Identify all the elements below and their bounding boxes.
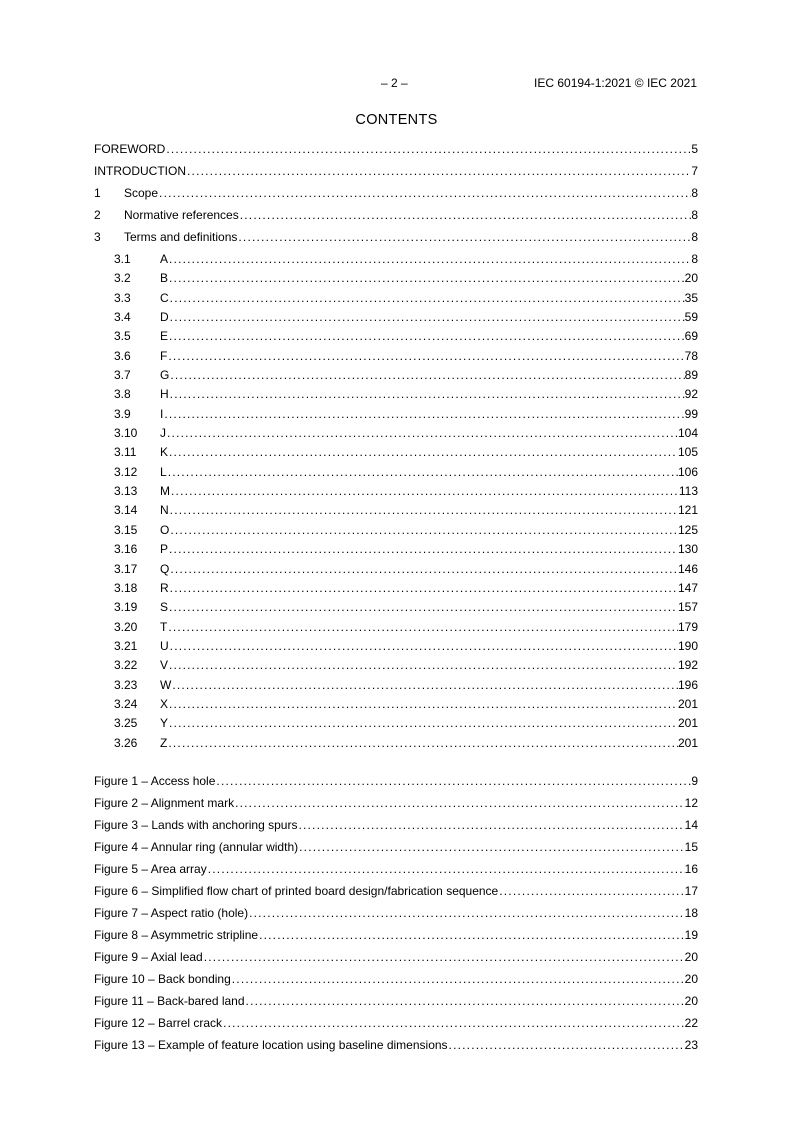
entry-label: Figure 2 – Alignment mark (94, 796, 235, 810)
dot-leader (168, 716, 678, 730)
subsection-entry[interactable] (94, 252, 698, 271)
entry-page-number: 105 (677, 445, 698, 460)
dot-leader (165, 142, 691, 156)
entry-page-number: 106 (677, 464, 698, 479)
dot-leader (169, 581, 678, 595)
table-of-contents (94, 142, 698, 755)
subsection-entry[interactable] (94, 620, 698, 639)
entry-page-number: 201 (677, 716, 698, 731)
dot-leader (169, 387, 685, 401)
entry-label: Figure 6 – Simplified flow chart of printed board design/fabrication sequence (94, 884, 499, 898)
dot-leader (168, 542, 678, 556)
entry-page-number: 59 (684, 310, 698, 325)
figure-entry[interactable] (94, 796, 698, 818)
entry-page-number: 19 (684, 928, 698, 942)
entry-page-number: 8 (691, 252, 698, 266)
dot-leader (231, 972, 685, 986)
entry-page-number: 125 (677, 522, 698, 537)
dot-leader (258, 928, 685, 942)
entry-page-number: 12 (684, 796, 698, 810)
dot-leader (171, 678, 678, 692)
figure-entry[interactable] (94, 950, 698, 972)
entry-number: 3.6 (114, 348, 131, 363)
dot-leader (169, 310, 685, 324)
figure-entry[interactable] (94, 972, 698, 994)
figure-entry[interactable] (94, 884, 698, 906)
entry-number: 3.16 (114, 542, 138, 557)
entry-label: H (160, 387, 169, 402)
entry-label: W (160, 677, 172, 692)
entry-label: U (160, 638, 169, 653)
entry-page-number: 201 (677, 696, 698, 711)
entry-page-number: 146 (677, 561, 698, 576)
entry-number: 3.26 (114, 735, 138, 750)
entry-number: 3.15 (114, 522, 138, 537)
dot-leader (169, 503, 678, 517)
subsection-entry[interactable] (94, 658, 698, 677)
entry-number: 3.14 (114, 503, 138, 518)
entry-page-number: 20 (684, 271, 698, 286)
subsection-entry[interactable] (94, 697, 698, 716)
page-number: – 2 – (381, 76, 408, 90)
dot-leader (168, 252, 691, 266)
dot-leader (169, 562, 678, 576)
dot-leader (298, 840, 685, 854)
entry-label: Figure 10 – Back bonding (94, 972, 231, 986)
entry-label: K (160, 445, 169, 460)
entry-label: A (160, 252, 169, 266)
entry-label: L (160, 464, 167, 479)
subsection-entry[interactable] (94, 465, 698, 484)
entry-label: O (160, 522, 170, 537)
dot-leader (166, 426, 678, 440)
entry-label: Figure 7 – Aspect ratio (hole) (94, 906, 249, 920)
dot-leader (239, 208, 692, 222)
entry-number: 3 (94, 230, 101, 244)
entry-page-number: 121 (677, 503, 698, 518)
dot-leader (215, 774, 691, 788)
dot-leader (498, 884, 684, 898)
figure-entry[interactable] (94, 862, 698, 884)
entry-label: Normative references (124, 208, 239, 222)
subsection-entry[interactable] (94, 368, 698, 387)
subsection-entry[interactable] (94, 716, 698, 735)
dot-leader (163, 407, 684, 421)
entry-label: C (160, 290, 169, 305)
entry-page-number: 20 (684, 972, 698, 986)
entry-label: J (160, 426, 166, 441)
entry-page-number: 157 (677, 600, 698, 615)
entry-number: 3.17 (114, 561, 138, 576)
dot-leader (167, 349, 684, 363)
subsection-entry[interactable] (94, 523, 698, 542)
entry-label: T (160, 619, 168, 634)
entry-label: Figure 5 – Area array (94, 862, 207, 876)
subsection-entry[interactable] (94, 329, 698, 348)
entry-label: B (160, 271, 169, 286)
subsection-entry[interactable] (94, 291, 698, 310)
figure-entry[interactable] (94, 840, 698, 862)
subsection-entry[interactable] (94, 581, 698, 600)
subsection-entry[interactable] (94, 639, 698, 658)
entry-label: X (160, 696, 169, 711)
dot-leader (169, 291, 685, 305)
dot-leader (168, 600, 678, 614)
subsection-entry[interactable] (94, 600, 698, 619)
entry-label: INTRODUCTION (94, 164, 186, 178)
figure-entry[interactable] (94, 774, 698, 796)
subsection-entry[interactable] (94, 484, 698, 503)
entry-page-number: 22 (684, 1016, 698, 1030)
figure-entry[interactable] (94, 1016, 698, 1038)
entry-page-number: 69 (684, 329, 698, 344)
entry-label: G (160, 368, 170, 383)
entry-label: Scope (124, 186, 159, 200)
entry-page-number: 23 (684, 1038, 698, 1052)
figure-entry[interactable] (94, 994, 698, 1016)
entry-number: 1 (94, 186, 101, 200)
dot-leader (168, 697, 678, 711)
dot-leader (168, 329, 685, 343)
entry-page-number: 196 (677, 677, 698, 692)
entry-label: V (160, 658, 169, 673)
dot-leader (158, 186, 691, 200)
figure-entry[interactable] (94, 928, 698, 950)
entry-number: 3.5 (114, 329, 131, 344)
entry-page-number: 190 (677, 638, 698, 653)
entry-number: 3.3 (114, 290, 131, 305)
entry-number: 3.22 (114, 658, 138, 673)
toc-entry[interactable] (94, 208, 698, 230)
figure-entry[interactable] (94, 818, 698, 840)
entry-label: M (160, 484, 170, 499)
entry-page-number: 147 (677, 580, 698, 595)
dot-leader (207, 862, 685, 876)
entry-label: Figure 12 – Barrel crack (94, 1016, 223, 1030)
entry-label: R (160, 580, 169, 595)
entry-number: 3.9 (114, 406, 131, 421)
entry-number: 2 (94, 208, 101, 222)
entry-label: Figure 1 – Access hole (94, 774, 216, 788)
entry-number: 3.18 (114, 580, 138, 595)
entry-label: Figure 11 – Back-bared land (94, 994, 245, 1008)
entry-label: Figure 9 – Axial lead (94, 950, 203, 964)
entry-page-number: 92 (684, 387, 698, 402)
dot-leader (168, 445, 678, 459)
entry-label: Z (160, 735, 168, 750)
entry-page-number: 20 (684, 994, 698, 1008)
dot-leader (168, 658, 678, 672)
subsection-entry[interactable] (94, 407, 698, 426)
entry-number: 3.20 (114, 619, 138, 634)
entry-label: S (160, 600, 169, 615)
subsection-entry[interactable] (94, 349, 698, 368)
dot-leader (167, 736, 678, 750)
toc-entry[interactable] (94, 186, 698, 208)
figure-entry[interactable] (94, 1038, 698, 1060)
subsection-entry[interactable] (94, 678, 698, 697)
dot-leader (237, 230, 691, 244)
subsection-entry[interactable] (94, 542, 698, 561)
entry-page-number: 130 (677, 542, 698, 557)
entry-page-number: 35 (684, 290, 698, 305)
page-header (0, 76, 793, 92)
entry-label: Terms and definitions (124, 230, 238, 244)
entry-number: 3.19 (114, 600, 138, 615)
toc-entry[interactable] (94, 230, 698, 252)
document-reference: IEC 60194-1:2021 © IEC 2021 (534, 76, 697, 90)
entry-label: FOREWORD (94, 142, 166, 156)
entry-page-number: 89 (684, 368, 698, 383)
subsection-entry[interactable] (94, 426, 698, 445)
entry-number: 3.2 (114, 271, 131, 286)
dot-leader (297, 818, 684, 832)
entry-label: P (160, 542, 169, 557)
toc-entry[interactable] (94, 142, 698, 164)
entry-page-number: 5 (691, 142, 698, 156)
entry-page-number: 179 (677, 619, 698, 634)
entry-label: E (160, 329, 169, 344)
list-of-figures (94, 774, 698, 1060)
entry-number: 3.10 (114, 426, 138, 441)
entry-number: 3.11 (114, 445, 137, 460)
entry-label: I (160, 406, 164, 421)
entry-number: 3.13 (114, 484, 138, 499)
entry-page-number: 20 (684, 950, 698, 964)
dot-leader (245, 994, 685, 1008)
dot-leader (448, 1038, 685, 1052)
entry-page-number: 17 (684, 884, 698, 898)
entry-page-number: 18 (684, 906, 698, 920)
dot-leader (168, 271, 685, 285)
entry-page-number: 8 (691, 230, 698, 244)
entry-number: 3.8 (114, 387, 131, 402)
dot-leader (169, 368, 684, 382)
entry-number: 3.7 (114, 368, 131, 383)
dot-leader (169, 523, 678, 537)
entry-page-number: 8 (691, 186, 698, 200)
dot-leader (234, 796, 685, 810)
entry-label: Figure 8 – Asymmetric stripline (94, 928, 259, 942)
entry-number: 3.4 (114, 310, 131, 325)
subsection-entry[interactable] (94, 271, 698, 290)
entry-label: Figure 4 – Annular ring (annular width) (94, 840, 299, 854)
entry-label: N (160, 503, 169, 518)
entry-number: 3.12 (114, 464, 138, 479)
entry-page-number: 78 (684, 348, 698, 363)
entry-page-number: 8 (691, 208, 698, 222)
entry-number: 3.1 (114, 252, 131, 266)
dot-leader (167, 620, 678, 634)
subsection-entry[interactable] (94, 445, 698, 464)
entry-page-number: 192 (677, 658, 698, 673)
entry-page-number: 201 (677, 735, 698, 750)
dot-leader (248, 906, 685, 920)
entry-page-number: 7 (691, 164, 698, 178)
subsection-entry[interactable] (94, 503, 698, 522)
entry-number: 3.23 (114, 677, 138, 692)
entry-page-number: 15 (684, 840, 698, 854)
entry-page-number: 14 (684, 818, 698, 832)
entry-number: 3.24 (114, 696, 138, 711)
subsection-entry[interactable] (94, 310, 698, 329)
entry-label: Y (160, 716, 169, 731)
subsection-entry[interactable] (94, 387, 698, 406)
dot-leader (169, 639, 678, 653)
entry-page-number: 99 (684, 406, 698, 421)
dot-leader (203, 950, 685, 964)
entry-number: 3.25 (114, 716, 138, 731)
entry-label: F (160, 348, 168, 363)
dot-leader (167, 465, 678, 479)
page-title: CONTENTS (355, 112, 438, 128)
entry-page-number: 104 (677, 426, 698, 441)
entry-page-number: 16 (684, 862, 698, 876)
entry-label: Figure 3 – Lands with anchoring spurs (94, 818, 298, 832)
figure-entry[interactable] (94, 906, 698, 928)
dot-leader (222, 1016, 685, 1030)
entry-label: Q (160, 561, 170, 576)
entry-number: 3.21 (114, 638, 138, 653)
entry-page-number: 113 (678, 484, 698, 499)
entry-label: Figure 13 – Example of feature location using baseline dimensions (94, 1038, 448, 1052)
entry-label: D (160, 310, 169, 325)
subsection-entry[interactable] (94, 562, 698, 581)
entry-page-number: 9 (691, 774, 698, 788)
subsection-entry[interactable] (94, 736, 698, 755)
toc-entry[interactable] (94, 164, 698, 186)
dot-leader (170, 484, 679, 498)
dot-leader (186, 164, 691, 178)
